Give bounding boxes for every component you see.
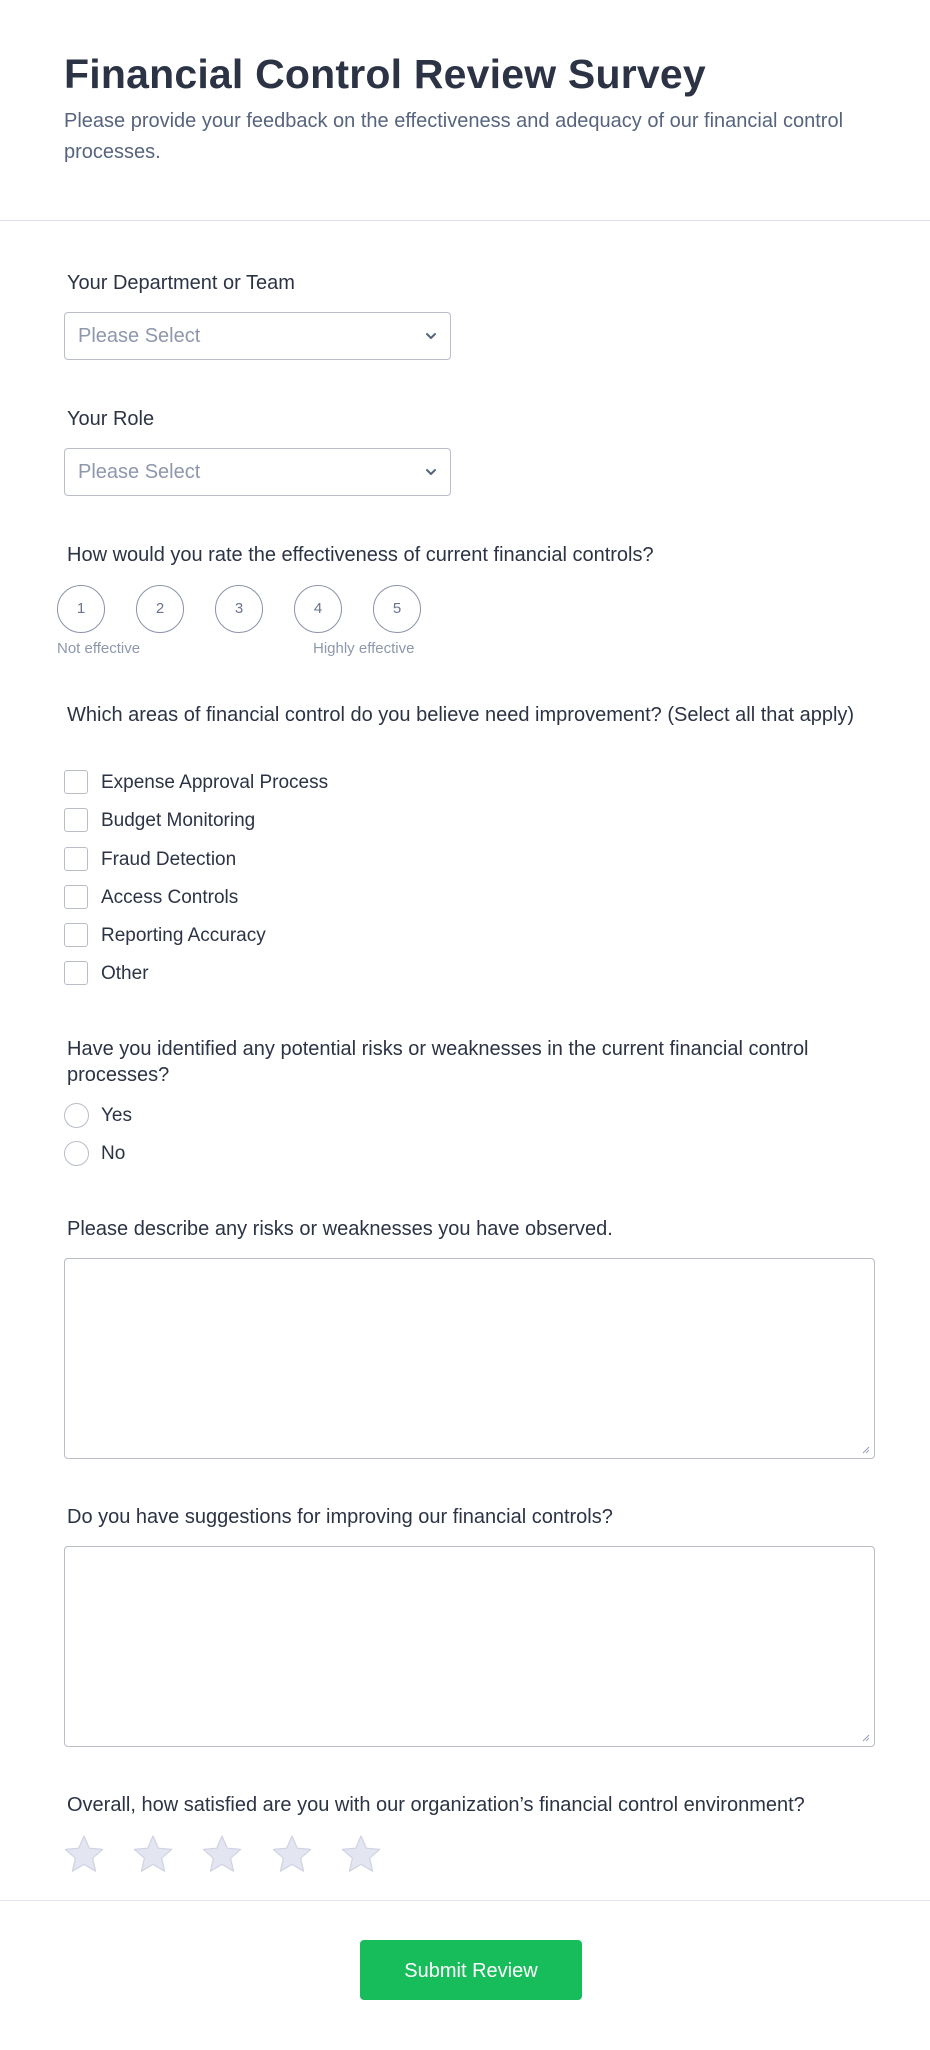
checkbox-label: Fraud Detection xyxy=(101,849,237,870)
suggestions-label: Do you have suggestions for improving our financial controls? xyxy=(67,1506,613,1528)
rating-option-4[interactable]: 4 xyxy=(294,585,342,633)
suggestions-textarea[interactable] xyxy=(64,1546,875,1747)
chevron-down-icon xyxy=(424,329,438,343)
rating-option-3[interactable]: 3 xyxy=(215,585,263,633)
department-select[interactable] xyxy=(64,312,451,360)
checkbox[interactable] xyxy=(64,847,88,871)
star-icon[interactable] xyxy=(63,1834,105,1874)
department-label: Your Department or Team xyxy=(67,272,295,294)
satisfaction-question: Overall, how satisfied are you with our organization’s financial control environment? xyxy=(67,1794,805,1816)
checkbox-label: Reporting Accuracy xyxy=(101,925,266,946)
describe-label: Please describe any risks or weaknesses you have observed. xyxy=(67,1218,613,1240)
rating-option-1[interactable]: 1 xyxy=(57,585,105,633)
checkbox[interactable] xyxy=(64,808,88,832)
star-icon[interactable] xyxy=(271,1834,313,1874)
department-placeholder: Please Select xyxy=(78,325,201,347)
describe-textarea[interactable] xyxy=(64,1258,875,1459)
radio-label: Yes xyxy=(101,1105,132,1126)
star-icon[interactable] xyxy=(340,1834,382,1874)
rating-high-label: Highly effective xyxy=(313,640,415,657)
resize-handle-icon[interactable] xyxy=(861,1733,870,1742)
page-subtitle: Please provide your feedback on the effectiveness and adequacy of our financial control processes. xyxy=(64,110,844,163)
checkbox-label: Access Controls xyxy=(101,887,239,908)
role-label: Your Role xyxy=(67,408,155,430)
effectiveness-question: How would you rate the effectiveness of current financial controls? xyxy=(67,544,654,566)
radio-label: No xyxy=(101,1143,126,1164)
star-icon[interactable] xyxy=(201,1834,243,1874)
role-placeholder: Please Select xyxy=(78,461,201,483)
rating-low-label: Not effective xyxy=(57,640,141,657)
resize-handle-icon[interactable] xyxy=(861,1445,870,1454)
role-select[interactable] xyxy=(64,448,451,496)
checkbox-label: Expense Approval Process xyxy=(101,772,329,793)
radio-button[interactable] xyxy=(64,1103,89,1128)
areas-question: Which areas of financial control do you believe need improvement? (Select all that apply) xyxy=(67,704,855,726)
rating-option-5[interactable]: 5 xyxy=(373,585,421,633)
checkbox[interactable] xyxy=(64,770,88,794)
checkbox[interactable] xyxy=(64,923,88,947)
submit-button[interactable]: Submit Review xyxy=(360,1940,582,2000)
checkbox[interactable] xyxy=(64,961,88,985)
checkbox-label: Other xyxy=(101,963,149,984)
checkbox-label: Budget Monitoring xyxy=(101,810,256,831)
checkbox[interactable] xyxy=(64,885,88,909)
chevron-down-icon xyxy=(424,465,438,479)
star-icon[interactable] xyxy=(132,1834,174,1874)
rating-option-2[interactable]: 2 xyxy=(136,585,184,633)
form-header xyxy=(0,0,930,221)
page-title: Financial Control Review Survey xyxy=(64,51,706,97)
radio-button[interactable] xyxy=(64,1141,89,1166)
risks-question: Have you identified any potential risks or weaknesses in the current financial control processes? xyxy=(67,1038,809,1086)
